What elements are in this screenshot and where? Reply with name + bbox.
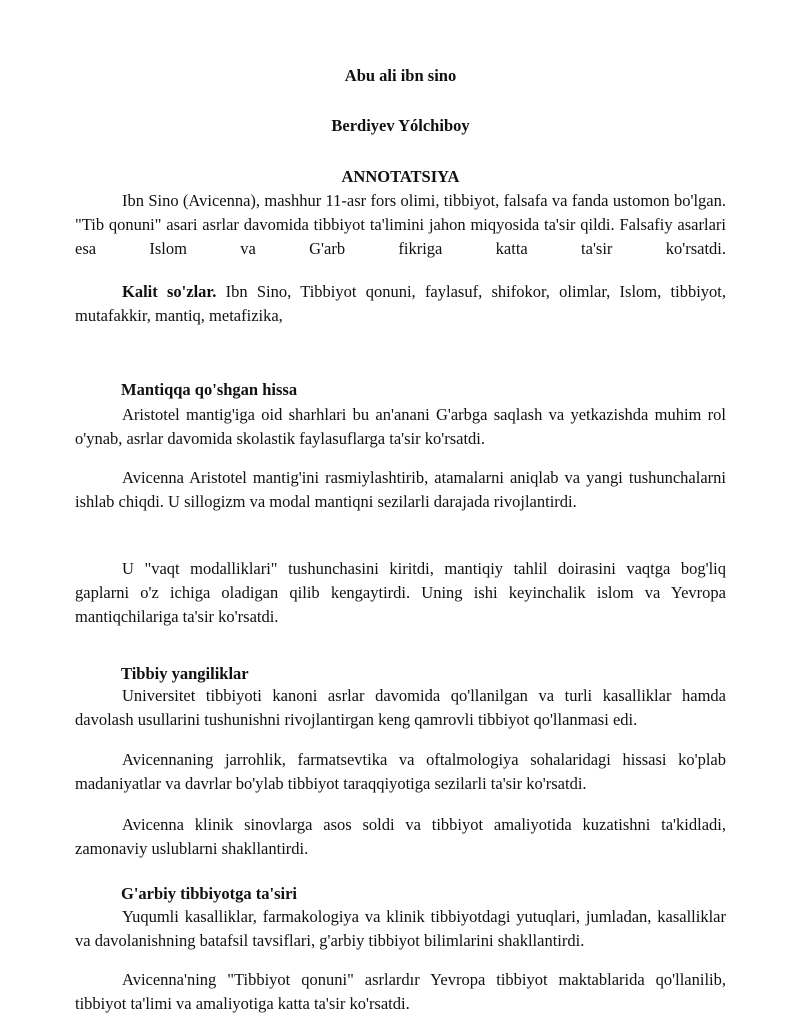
section-paragraph: Aristotel mantig'iga oid sharhlari bu an'anani G'arbga saqlash va yetkazishda muhim rol o'ynab, asrlar davomida skolastik faylasuflarga ta'sir ko'rsatdi.	[75, 405, 726, 448]
section-paragraph: U "vaqt modalliklari" tushunchasini kiritdi, mantiqiy tahlil doirasini vaqtga bog'liq gaplarni o'z ichiga oladigan qilib kengaytirdi. Uning ishi keyinchalik islom va Yevropa mantiqchilariga ta'sir ko'rsatdi.	[75, 559, 726, 626]
author-name: Berdiyev Yólchiboy	[331, 116, 470, 135]
document-title: Abu ali ibn sino	[344, 66, 457, 85]
keywords-paragraph	[75, 280, 726, 328]
section-heading-western-medicine: G'arbiy tibbiyotga ta'siri	[121, 884, 298, 903]
section-paragraph: Yuqumli kasalliklar, farmakologiya va klinik tibbiyotdagi yutuqlari, jumladan, kasalliklar va davolanishning batafsil tavsiflari, g'arbiy tibbiyot bilimlarini shakllantirdi.	[75, 907, 726, 950]
keywords-text: Ibn Sino, Tibbiyot qonuni, faylasuf, shifokor, olimlar, Islom, tibbiyot, mutafakkir, mantiq, metafizika,	[75, 282, 726, 325]
keywords-label: Kalit so'zlar.	[122, 282, 217, 301]
annotation-paragraph: Ibn Sino (Avicenna), mashhur 11-asr fors olimi, tibbiyot, falsafa va fanda ustomon bo'lgan. "Tib qonuni" asari asrlar davomida tibbiyot ta'limini jahon miqyosida ta'sir qildi. Falsafiy asarlari esa Islom va G'arb fikriga katta ta'sir ko'rsatdi.	[75, 191, 726, 258]
section-heading-logic: Mantiqqa qo'shgan hissa	[121, 380, 298, 399]
section-heading-medicine: Tibbiy yangiliklar	[121, 664, 249, 683]
section-paragraph: Universitet tibbiyoti kanoni asrlar davomida qo'llanilgan va turli kasalliklar hamda davolash usullarini tushunishni rivojlantirgan keng qamrovli tibbiyot qo'llanmasi edi.	[75, 686, 726, 729]
section-paragraph: Avicenna'ning "Tibbiyot qonuni" asrlardır Yevropa tibbiyot maktablarida qo'llanilib, tibbiyot ta'limi va amaliyotiga katta ta'sir ko'rsatdi.	[75, 970, 726, 1013]
section-paragraph: Avicenna Aristotel mantig'ini rasmiylashtirib, atamalarni aniqlab va yangi tushunchalarni ishlab chiqdi. U sillogizm va modal mantiqni sezilarli darajada rivojlantirdi.	[75, 468, 726, 511]
section-paragraph: Avicennaning jarrohlik, farmatsevtika va oftalmologiya sohalaridagi hissasi ko'plab madaniyatlar va davrlar bo'ylab tibbiyot taraqqiyotiga sezilarli ta'sir ko'rsatdi.	[75, 750, 726, 793]
annotation-heading: ANNOTATSIYA	[341, 167, 460, 186]
section-paragraph: Avicenna klinik sinovlarga asos soldi va tibbiyot amaliyotida kuzatishni ta'kidladi, zamonaviy uslublarni shakllantirdi.	[75, 815, 726, 858]
